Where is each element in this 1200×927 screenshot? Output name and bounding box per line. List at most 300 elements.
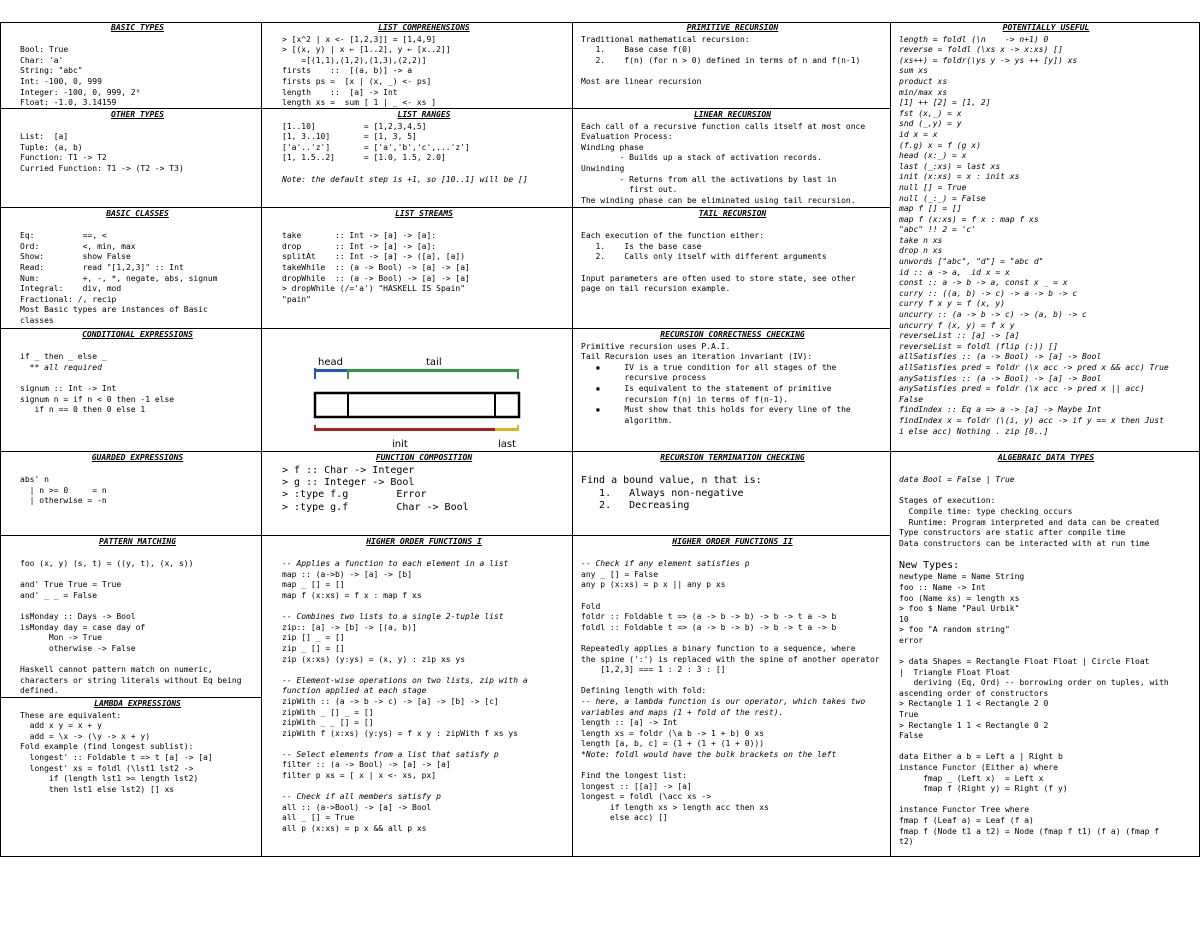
text-line: ascending order of constructors — [899, 688, 1049, 698]
text-line — [899, 465, 1193, 476]
text-line: Eq: ==, < — [20, 231, 107, 241]
text-line: Int: -100, 0, 999 — [20, 76, 102, 86]
section-title: LINEAR RECURSION — [693, 110, 772, 119]
text-line: > Rectangle 1 1 < Rectangle 2 0 — [899, 699, 1049, 709]
text-line: any p (x:xs) = p x || any p xs — [581, 580, 726, 590]
text-line: and' True True = True — [20, 580, 122, 590]
text-line: Find a bound value, n that is: — [581, 475, 762, 487]
text-line: 1. Base case f(0) — [581, 45, 692, 55]
text-line: =[(1,1),(1,2),(1,3),(2,2)] — [282, 55, 427, 65]
text-line: - Returns from all the activations by last in — [581, 174, 837, 184]
text-line: ['a'..'z'] = ['a','b','c',...'z'] — [282, 142, 470, 152]
text-line: longest = foldl (\acc xs -> — [581, 792, 712, 802]
text-line: Find the longest list: — [581, 771, 687, 781]
text-line: Fold — [581, 601, 601, 611]
text-line: unwords ["abc", "d"] = "abc d" — [899, 257, 1044, 267]
text-line: uncurry f (x, y) = f x y — [899, 320, 1015, 330]
text-line: These are equivalent: — [20, 710, 122, 720]
pattern-matching-section — [0, 536, 262, 698]
text-line: findIndex :: Eq a => a -> [a] -> Maybe Int — [899, 405, 1102, 415]
text-line — [899, 549, 1193, 560]
text-line: 1. Always non-negative — [581, 487, 744, 499]
text-line: Num: +, -, *, negate, abs, signum — [20, 273, 218, 283]
text-line: -- Select elements from a list that satisfy p — [282, 749, 499, 759]
text-line: > [(x, y) | x ← [1..2], y ← [x..2]] — [282, 45, 451, 55]
tail-label: tail — [426, 357, 442, 368]
text-line: add = \x -> (\y -> x + y) — [20, 731, 151, 741]
text-line: > data Shapes = Rectangle Float Float | Circle Float — [899, 657, 1150, 667]
section-body-a — [899, 465, 1193, 560]
text-line: Type constructors are static after compile time — [899, 528, 1126, 538]
text-line: > foo "A random string" — [899, 625, 1010, 635]
section-body — [581, 122, 884, 207]
text-line: data Either a b = Left a | Right b — [899, 752, 1063, 762]
cheat-sheet-grid — [0, 22, 1200, 857]
text-line — [20, 221, 255, 232]
head-tail-diagram-section — [262, 329, 573, 452]
text-line: signum n = if n < 0 then -1 else — [20, 394, 175, 404]
text-line: Each call of a recursive function calls itself at most once — [581, 121, 866, 131]
list-comprehensions-section — [262, 22, 573, 109]
text-line: 2. Decreasing — [581, 500, 690, 511]
section-title: HIGHER ORDER FUNCTIONS II — [672, 537, 793, 546]
section-body — [20, 711, 255, 796]
section-body — [581, 342, 884, 427]
text-line: any _ [] = False — [581, 569, 659, 579]
text-line — [20, 342, 255, 353]
text-line: fmap f (Right y) = Right (f y) — [899, 784, 1068, 794]
text-line: [1,2,3] === 1 : 2 : 3 : [] — [581, 665, 726, 675]
text-line — [282, 782, 566, 793]
section-title: LIST COMPREHENSIONS — [378, 23, 470, 32]
text-line: isMonday :: Days -> Bool — [20, 612, 136, 622]
text-line: curry f x y = f (x, y) — [899, 299, 1005, 309]
text-line: longest :: [[a]] -> [a] — [581, 781, 692, 791]
text-line: True — [899, 710, 919, 720]
last-bar — [495, 428, 519, 431]
text-line: Each execution of the function either: — [581, 231, 765, 241]
text-line: drop n xs — [899, 246, 943, 256]
recursion-termination-section — [573, 452, 891, 536]
text-line: zip [] _ = [] — [282, 633, 345, 643]
text-line: reverseList :: [a] -> [a] — [899, 331, 1020, 341]
text-line — [20, 373, 255, 384]
text-line — [899, 486, 1193, 497]
section-title: HIGHER ORDER FUNCTIONS I — [366, 537, 482, 546]
primitive-recursion-section — [573, 22, 891, 109]
text-line: map f (x:xs) = f x : map f xs — [899, 214, 1039, 224]
text-line: characters or string literals without Eq being — [20, 675, 242, 685]
text-line: zip:: [a] -> [b] -> [(a, b)] — [282, 622, 417, 632]
text-line — [20, 35, 255, 46]
section-body — [581, 221, 884, 295]
text-line: Input parameters are often used to store state, see other — [581, 273, 856, 283]
text-line: i else acc) Nothing . zip [0..] — [899, 426, 1049, 436]
text-line: [1..10] = [1,2,3,4,5] — [282, 121, 427, 131]
text-line: zip _ [] = [] — [282, 643, 345, 653]
init-label: init — [392, 439, 408, 450]
text-line: length :: [a] -> Int — [282, 87, 398, 97]
section-body-b — [899, 572, 1193, 847]
text-line: Most are linear recursion — [581, 76, 702, 86]
text-line: snd (_,y) = y — [899, 119, 962, 129]
text-line: last (_:xs) = last xs — [899, 161, 1001, 171]
section-title: LIST RANGES — [397, 110, 451, 119]
text-line: foldr :: Foldable t => (a -> b -> b) -> b -> t a -> b — [581, 612, 837, 622]
section-body — [20, 35, 255, 109]
section-title: BASIC TYPES — [111, 23, 164, 32]
text-line: null (_:_) = False — [899, 193, 986, 203]
text-line: and' _ _ = False — [20, 590, 98, 600]
text-line: [1, 3..10] = [1, 3, 5] — [282, 132, 417, 142]
text-line — [282, 221, 566, 232]
text-line — [20, 549, 255, 560]
text-line: t2) — [899, 837, 914, 847]
text-line: - Builds up a stack of activation records. — [581, 153, 822, 163]
text-line: Fold example (find longest sublist): — [20, 742, 194, 752]
algebraic-data-types-section — [891, 452, 1200, 857]
text-line: -- Combines two lists to a single 2-tuple list — [282, 612, 504, 622]
guarded-section — [0, 452, 262, 536]
text-line: all p (x:xs) = p x && all p xs — [282, 824, 427, 834]
text-line: Function: T1 -> T2 — [20, 153, 107, 163]
text-line: add x y = x + y — [20, 721, 102, 731]
potentially-useful-section — [891, 22, 1200, 452]
section-title: RECURSION CORRECTNESS CHECKING — [660, 330, 805, 339]
text-line: ▪ Is equivalent to the statement of primitive — [581, 383, 832, 393]
text-line: Fractional: /, recip — [20, 294, 117, 304]
text-line: if _ then _ else _ — [20, 352, 107, 362]
text-line: Bool: True — [20, 45, 69, 55]
text-line: Traditional mathematical recursion: — [581, 34, 750, 44]
section-body — [20, 221, 255, 327]
text-line: map _ [] = [] — [282, 580, 345, 590]
head-label: head — [318, 357, 343, 368]
text-line: (xs++) = foldr(\ys y -> ys ++ [y]) xs — [899, 55, 1078, 65]
section-body — [581, 465, 884, 513]
text-line: fmap _ (Left x) = Left x — [899, 773, 1044, 783]
text-line: Stages of execution: — [899, 496, 996, 506]
text-line: fst (x,_) = x — [899, 108, 962, 118]
text-line: The winding phase can be eliminated using tail recursion. — [581, 195, 856, 205]
text-line: > [x^2 | x <- [1,2,3]] = [1,4,9] — [282, 34, 437, 44]
text-line: uncurry :: (a -> b -> c) -> (a, b) -> c — [899, 310, 1087, 320]
text-line: > Rectangle 1 1 < Rectangle 0 2 — [899, 720, 1049, 730]
text-line: dropWhile :: (a -> Bool) -> [a] -> [a] — [282, 273, 470, 283]
section-title: CONDITIONAL EXPRESSIONS — [82, 330, 193, 339]
text-line: length [a, b, c] = (1 + (1 + (1 + 0))) — [581, 739, 765, 749]
conditional-section — [0, 329, 262, 452]
text-line — [899, 795, 1193, 806]
basic-classes-section — [0, 208, 262, 329]
higher-order-functions-2-section — [573, 536, 891, 857]
text-line: 10 — [899, 614, 909, 624]
text-line: length :: [a] -> Int — [581, 718, 678, 728]
text-line: Char: 'a' — [20, 55, 64, 65]
text-line: > foo $ Name "Paul Urbik" — [899, 604, 1020, 614]
text-line: map f (x:xs) = f x : map f xs — [282, 590, 422, 600]
text-line: Read: read "[1,2,3]" :: Int — [20, 262, 184, 272]
text-line: [1, 1.5..2] = [1.0, 1.5, 2.0] — [282, 153, 446, 163]
text-line: const :: a -> b -> a, const x _ = x — [899, 278, 1068, 288]
text-line: Winding phase — [581, 142, 644, 152]
section-title: RECURSION TERMINATION CHECKING — [660, 453, 805, 462]
text-line: > g :: Integer -> Bool — [282, 477, 415, 488]
text-line: filter :: (a -> Bool) -> [a] -> [a] — [282, 760, 451, 770]
text-line: id :: a -> a, id x = x — [899, 267, 1010, 277]
text-line: (f.g) x = f (g x) — [899, 140, 981, 150]
text-line: isMonday day = case day of — [20, 622, 146, 632]
text-line: id x = x — [899, 129, 938, 139]
section-title: POTENTIALLY USEFUL — [1002, 23, 1090, 32]
text-line: "abc" !! 2 = 'c' — [899, 225, 977, 235]
text-line: anySatisfies pred = foldr (\x acc -> pred x || acc) — [899, 384, 1145, 394]
text-line — [20, 122, 255, 133]
init-bar — [314, 428, 496, 431]
basic-types-section — [0, 22, 262, 109]
text-line: zipWith f (x:xs) (y:ys) = f x y : zipWith f xs ys — [282, 728, 519, 738]
section-title: LAMBDA EXPRESSIONS — [94, 699, 181, 708]
text-line: Note: the default step is +1, so [10..1] will be [] — [282, 174, 528, 184]
text-line: length = foldl (\n -> n+1) 0 — [899, 34, 1049, 44]
text-line: | Triangle Float Float — [899, 667, 1010, 677]
text-line — [20, 602, 255, 613]
text-line: Ord: <, min, max — [20, 241, 136, 251]
text-line: take n xs — [899, 235, 943, 245]
text-line: -- Applies a function to each element in a list — [282, 559, 509, 569]
text-line: -- Element-wise operations on two lists, zip with a — [282, 675, 528, 685]
text-line: curry :: ((a, b) -> c) -> a -> b -> c — [899, 288, 1078, 298]
list-streams-section — [262, 208, 573, 329]
section-title: LIST STREAMS — [395, 209, 453, 218]
section-title: GUARDED EXPRESSIONS — [91, 453, 184, 462]
function-composition-section — [262, 452, 573, 536]
text-line: Tail Recursion uses an iteration invariant (IV): — [581, 352, 813, 362]
text-line: Mon -> True — [20, 633, 102, 643]
text-line: zipWith _ [] _ = [] — [282, 707, 374, 717]
text-line: map :: (a->b) -> [a] -> [b] — [282, 569, 413, 579]
text-line: | n >= 0 = n — [20, 485, 107, 495]
text-line: the spine (':') is replaced with the spine of another operator — [581, 654, 880, 664]
text-line: zipWith :: (a -> b -> c) -> [a] -> [b] -> [c] — [282, 696, 499, 706]
text-line: drop :: Int -> [a] -> [a]: — [282, 241, 437, 251]
section-body — [282, 35, 566, 109]
text-line — [581, 66, 884, 77]
text-line: [1] ++ [2] = [1, 2] — [899, 98, 991, 108]
text-line: foldl :: Foldable t => (a -> b -> b) -> b -> t a -> b — [581, 622, 837, 632]
text-line: String: "abc" — [20, 66, 83, 76]
text-line: Show: show False — [20, 252, 131, 262]
text-line: longest' xs = foldl (\lst1 lst2 -> — [20, 763, 194, 773]
text-line: Evaluation Process: — [581, 132, 673, 142]
text-line: otherwise -> False — [20, 643, 136, 653]
text-line: error — [899, 635, 924, 645]
text-line: -- here, a lambda function is our operator, which takes two — [581, 696, 866, 706]
text-line: zip (x:xs) (y:ys) = (x, y) : zip xs ys — [282, 654, 466, 664]
text-line: Most Basic types are instances of Basic — [20, 305, 208, 315]
text-line: | otherwise = -n — [20, 496, 107, 506]
text-line: -- Check if all members satisfy p — [282, 792, 441, 802]
section-body — [20, 122, 255, 175]
text-line: foo (x, y) (s, t) = ((y, t), (x, s)) — [20, 559, 194, 569]
list-box — [315, 393, 519, 417]
section-body — [282, 465, 566, 515]
text-line: product xs — [899, 76, 948, 86]
text-line: longest' :: Foldable t => t [a] -> [a] — [20, 752, 213, 762]
text-line — [282, 164, 566, 175]
text-line: if n == 0 then 0 else 1 — [20, 405, 146, 415]
text-line — [581, 465, 884, 476]
text-line: if length xs > length acc then xs — [581, 802, 769, 812]
text-line: variables and maps (1 + fold of the rest). — [581, 707, 784, 717]
text-line: 2. f(n) (for n > 0) defined in terms of n and f(n-1) — [581, 55, 861, 65]
text-line — [899, 742, 1193, 753]
text-line: length xs = sum [ 1 | _ <- xs ] — [282, 98, 437, 108]
text-line: null [] = True — [899, 182, 967, 192]
text-line: first out. — [581, 185, 678, 195]
text-line: takeWhile :: (a -> Bool) -> [a] -> [a] — [282, 262, 470, 272]
text-line: defined. — [20, 686, 59, 696]
text-line: Unwinding — [581, 163, 625, 173]
text-line: reverse = foldl (\xs x -> x:xs) [] — [899, 45, 1063, 55]
text-line — [282, 665, 566, 676]
text-line: map f [] = [] — [899, 204, 962, 214]
text-line: recursive process — [581, 373, 707, 383]
text-line: function applied at each stage — [282, 686, 427, 696]
text-line — [581, 633, 884, 644]
text-line — [899, 647, 1193, 658]
section-body — [20, 465, 255, 507]
text-line — [581, 591, 884, 602]
text-line: reverseList = foldl (flip (:)) [] — [899, 341, 1058, 351]
text-line: Repeatedly applies a binary function to a sequence, where — [581, 643, 856, 653]
text-line: Integral: div, mod — [20, 284, 122, 294]
text-line: *Note: foldl would have the bulk brackets on the left — [581, 749, 837, 759]
text-line: length xs = foldr (\a b -> 1 + b) 0 xs — [581, 728, 765, 738]
text-line: if (length lst1 >= length lst2) — [20, 774, 199, 784]
text-line: "pain" — [282, 294, 311, 304]
text-line: Curried Function: T1 -> (T2 -> T3) — [20, 163, 184, 173]
head-tail-init-last-diagram — [262, 329, 572, 451]
text-line: 2. Calls only itself with different arguments — [581, 252, 827, 262]
section-title: PRIMITIVE RECURSION — [686, 23, 779, 32]
text-line: abs' n — [20, 475, 49, 485]
list-ranges-section — [262, 109, 573, 208]
text-line: allSatisfies pred = foldr (\x acc -> pred x && acc) True — [899, 363, 1169, 372]
text-line: signum :: Int -> Int — [20, 383, 117, 393]
text-line: Tuple: (a, b) — [20, 142, 83, 152]
text-line: instance Functor (Either a) where — [899, 763, 1058, 773]
text-line: False — [899, 731, 924, 741]
section-body — [282, 221, 566, 306]
linear-recursion-section — [573, 109, 891, 208]
text-line: min/max xs — [899, 87, 948, 97]
text-line: page on tail recursion example. — [581, 284, 731, 294]
text-line: > :type g.f Char -> Bool — [282, 501, 469, 513]
text-line: anySatisfies :: (a -> Bool) -> [a] -> Bool — [899, 373, 1102, 383]
text-line: > dropWhile (/='a') "HASKELL IS Spain" — [282, 284, 466, 294]
text-line: data Bool = False | True — [899, 475, 1015, 485]
recursion-correctness-section — [573, 329, 891, 452]
text-line: findIndex x = foldr (\(i, y) acc -> if y == x then Just — [899, 415, 1164, 425]
text-line: splitAt :: Int -> [a] -> ([a], [a]) — [282, 252, 466, 262]
last-label: last — [498, 439, 517, 450]
text-line: take :: Int -> [a] -> [a]: — [282, 231, 437, 241]
text-line: algorithm. — [581, 415, 673, 425]
text-line: all _ [] = True — [282, 813, 355, 823]
head-bar — [314, 369, 348, 372]
text-line — [282, 549, 566, 560]
text-line: deriving (Eq, Ord) -- borrowing order on tuples, with — [899, 678, 1169, 688]
text-line: List: [a] — [20, 132, 69, 142]
other-types-section — [0, 109, 262, 208]
text-line: all :: (a->Bool) -> [a] -> Bool — [282, 802, 432, 812]
text-line: firsts ps = [x | (x, _) <- ps] — [282, 76, 432, 86]
section-body — [581, 549, 884, 824]
section-body — [581, 35, 884, 88]
tail-recursion-section — [573, 208, 891, 329]
text-line — [581, 221, 884, 232]
text-line — [20, 570, 255, 581]
text-line: instance Functor Tree where — [899, 805, 1030, 815]
section-body — [20, 342, 255, 416]
section-title: TAIL RECURSION — [698, 209, 767, 218]
text-line: sum xs — [899, 66, 928, 76]
section-body — [282, 549, 566, 835]
section-title: BASIC CLASSES — [106, 209, 169, 218]
text-line: ▪ IV is a true condition for all stages of the — [581, 362, 837, 372]
text-line: Compile time: type checking occurs — [899, 506, 1073, 516]
text-line — [20, 465, 255, 476]
text-line — [581, 263, 884, 274]
text-line: Haskell cannot pattern match on numeric, — [20, 665, 213, 675]
text-line: then lst1 else lst2) [] xs — [20, 784, 175, 794]
section-title: FUNCTION COMPOSITION — [375, 453, 473, 462]
text-line: 1. Is the base case — [581, 241, 702, 251]
section-body — [282, 122, 566, 186]
section-body — [899, 35, 1193, 438]
section-title: PATTERN MATCHING — [98, 537, 177, 546]
text-line: > :type f.g Error — [282, 489, 427, 501]
text-line: zipWith _ _ [] = [] — [282, 718, 374, 728]
text-line: newtype Name = Name String — [899, 572, 1025, 582]
text-line: Runtime: Program interpreted and data can be created — [899, 517, 1160, 527]
text-line: firsts :: [(a, b)] -> a — [282, 66, 413, 76]
text-line — [581, 549, 884, 560]
text-line: fmap f (Node t1 a t2) = Node (fmap f t1) (f a) (fmap f — [899, 826, 1160, 836]
section-title: ALGEBRAIC DATA TYPES — [997, 453, 1095, 462]
text-line — [581, 760, 884, 771]
text-line: Float: -1.0, 3.14159 — [20, 98, 117, 108]
text-line: Primitive recursion uses P.A.I. — [581, 341, 731, 351]
text-line: head (x:_) = x — [899, 151, 967, 161]
text-line: Integer: -100, 0, 999, 2⁹ — [20, 87, 141, 97]
text-line: False — [899, 394, 924, 404]
text-line: classes — [20, 315, 54, 325]
text-line — [282, 602, 566, 613]
text-line: ** all required — [20, 362, 102, 372]
text-line: foo (Name xs) = length xs — [899, 593, 1020, 603]
text-line: Defining length with fold: — [581, 686, 707, 696]
higher-order-functions-1-section — [262, 536, 573, 857]
lambda-section — [0, 698, 262, 857]
section-title: OTHER TYPES — [111, 110, 164, 119]
text-line: Data constructors can be interacted with at run time — [899, 538, 1150, 548]
text-line: recursion f(n) in terms of f(n-1). — [581, 394, 789, 404]
section-body — [20, 549, 255, 697]
text-line: filter p xs = [ x | x <- xs, px] — [282, 771, 437, 781]
text-line — [581, 676, 884, 687]
